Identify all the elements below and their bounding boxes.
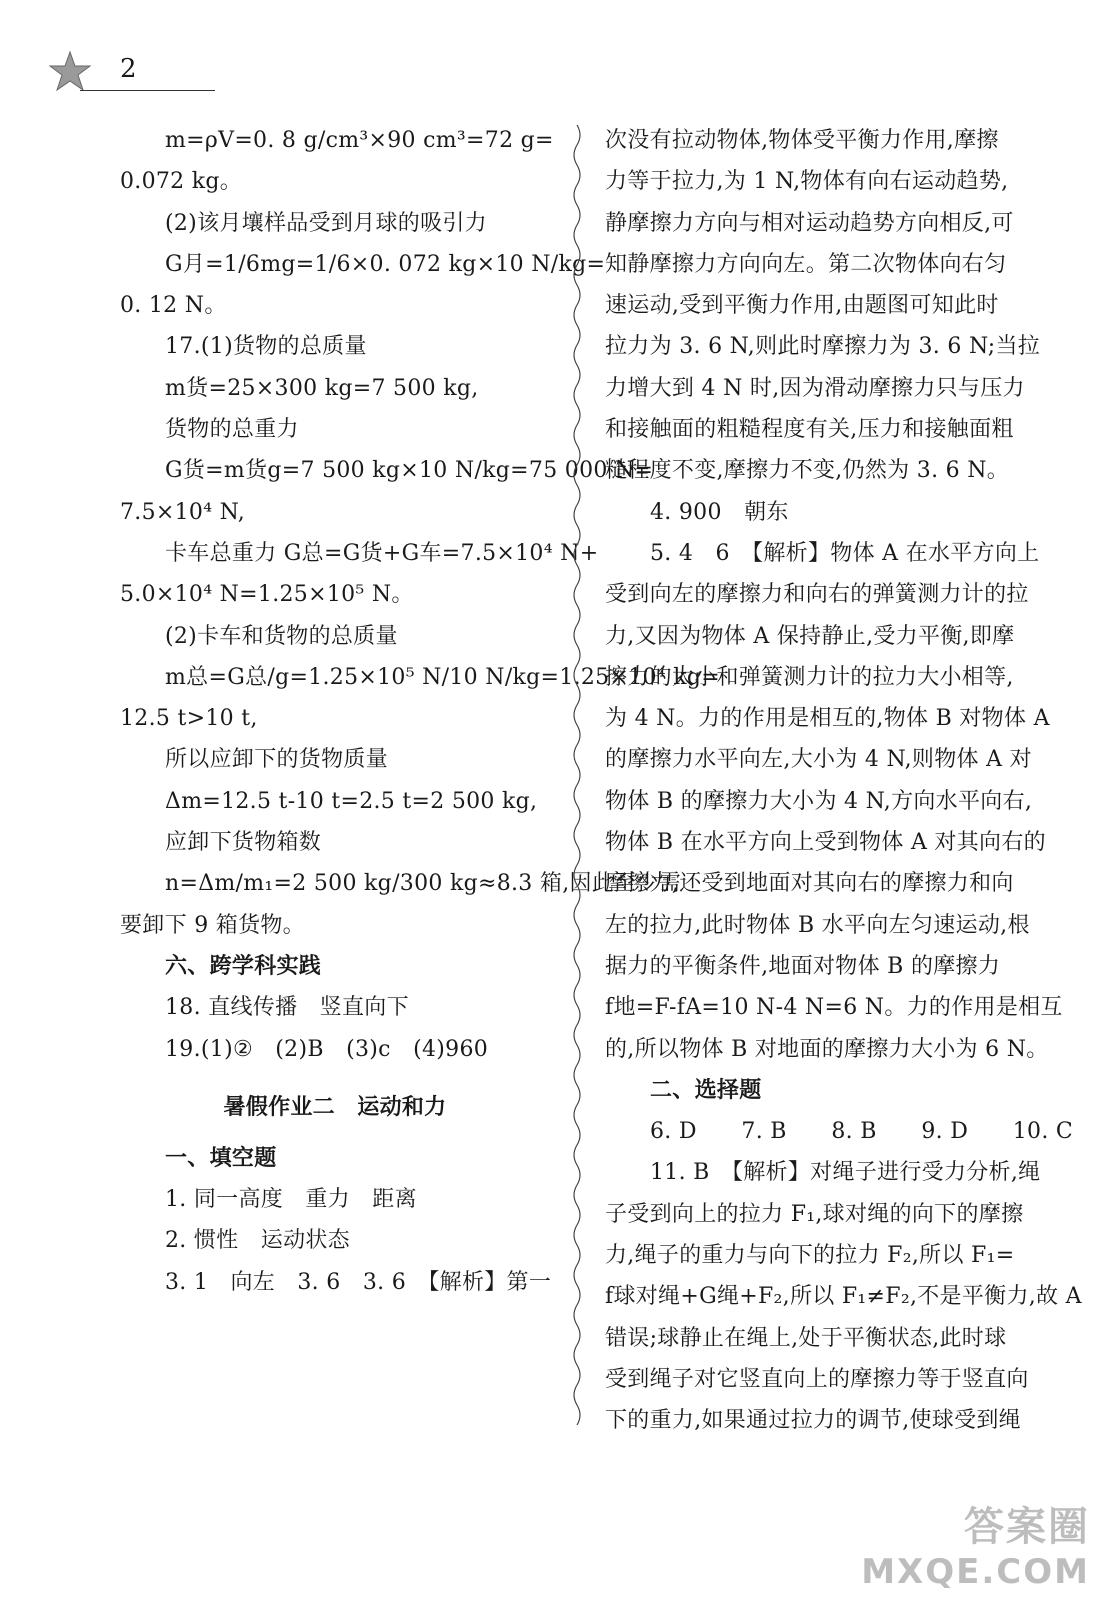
formula-line: f球对绳+G绳+F₂,所以 F₁≠F₂,不是平衡力,故 A xyxy=(605,1284,1082,1310)
formula-line: m总=G总/g=1.25×10⁵ N/10 N/kg=1.25×10⁴ kg= xyxy=(165,664,720,690)
text-line: 和接触面的粗糙程度有关,压力和接触面粗 xyxy=(605,417,1014,443)
text-line: 的摩擦力水平向左,大小为 4 N,则物体 A 对 xyxy=(605,747,1032,773)
watermark-cn: 答案圈 xyxy=(964,1504,1090,1550)
watermark xyxy=(861,1495,1090,1592)
section-heading: 六、跨学科实践 xyxy=(165,953,322,979)
text-line: 货物的总重力 xyxy=(165,417,299,443)
formula-line: f地=F-fA=10 N-4 N=6 N。力的作用是相互 xyxy=(605,995,1063,1021)
answer-line: 5. 4 6 【解析】物体 A 在水平方向上 xyxy=(650,540,1040,566)
text-line: 力,又因为物体 A 保持静止,受力平衡,即摩 xyxy=(605,623,1015,649)
text-line: (2)该月壤样品受到月球的吸引力 xyxy=(165,210,487,236)
section-heading: 二、选择题 xyxy=(650,1077,762,1103)
text-line: 速运动,受到平衡力作用,由题图可知此时 xyxy=(605,293,999,319)
text-line: 7.5×10⁴ N, xyxy=(120,499,246,525)
text-line: 拉力为 3. 6 N,则此时摩擦力为 3. 6 N;当拉 xyxy=(605,334,1041,360)
text-line: 12.5 t>10 t, xyxy=(120,706,258,732)
text-line: 糙程度不变,摩擦力不变,仍然为 3. 6 N。 xyxy=(605,458,1010,484)
answer-line: 19.(1)② (2)B (3)c (4)960 xyxy=(165,1036,489,1062)
page-number: 2 xyxy=(120,54,137,84)
header-rule xyxy=(80,90,215,91)
answer-line: 2. 惯性 运动状态 xyxy=(165,1228,350,1254)
text-line: 下的重力,如果通过拉力的调节,使球受到绳 xyxy=(605,1408,1021,1434)
text-line: 知静摩擦力方向向左。第二次物体向右匀 xyxy=(605,251,1007,277)
star-icon xyxy=(48,50,92,94)
text-line: 应卸下货物箱数 xyxy=(165,830,322,856)
text-line: 0.072 kg。 xyxy=(120,169,243,195)
text-line: 受到绳子对它竖直向上的摩擦力等于竖直向 xyxy=(605,1366,1029,1392)
text-line: 力增大到 4 N 时,因为滑动摩擦力只与压力 xyxy=(605,375,1025,401)
formula-line: Δm=12.5 t-10 t=2.5 t=2 500 kg, xyxy=(165,788,538,814)
formula-line: n=Δm/m₁=2 500 kg/300 kg≈8.3 箱,因此至少需 xyxy=(165,871,681,897)
text-line: 左的拉力,此时物体 B 水平向左匀速运动,根 xyxy=(605,912,1030,938)
text-line: 卡车总重力 G总=G货+G车=7.5×10⁴ N+ xyxy=(165,540,599,566)
formula-line: G货=m货g=7 500 kg×10 N/kg=75 000 N= xyxy=(165,458,654,484)
text-line: 摩擦力,还受到地面对其向右的摩擦力和向 xyxy=(605,871,1014,897)
text-line: (2)卡车和货物的总质量 xyxy=(165,623,398,649)
text-line: 物体 B 的摩擦力大小为 4 N,方向水平向右, xyxy=(605,788,1033,814)
answer-line: 6. D 7. B 8. B 9. D 10. C xyxy=(650,1119,1074,1145)
text-line: 静摩擦力方向与相对运动趋势方向相反,可 xyxy=(605,210,1014,236)
answer-line: 18. 直线传播 竖直向下 xyxy=(165,995,409,1021)
text-line: 为 4 N。力的作用是相互的,物体 B 对物体 A xyxy=(605,706,1050,732)
chapter-title: 暑假作业二 运动和力 xyxy=(223,1094,447,1120)
text-line: m=ρV=0. 8 g/cm³×90 cm³=72 g= xyxy=(165,128,554,153)
section-heading: 一、填空题 xyxy=(165,1145,277,1171)
answer-line: 3. 1 向左 3. 6 3. 6 【解析】第一 xyxy=(165,1269,552,1295)
formula-line: G月=1/6mg=1/6×0. 072 kg×10 N/kg= xyxy=(165,251,606,277)
text-line: 错误;球静止在绳上,处于平衡状态,此时球 xyxy=(605,1325,1007,1351)
text-line: 据力的平衡条件,地面对物体 B 的摩擦力 xyxy=(605,953,1001,979)
page-header xyxy=(40,46,180,96)
text-line: 的,所以物体 B 对地面的摩擦力大小为 6 N。 xyxy=(605,1036,1049,1062)
answer-line: 1. 同一高度 重力 距离 xyxy=(165,1187,417,1213)
text-line: 5.0×10⁴ N=1.25×10⁵ N。 xyxy=(120,582,414,608)
text-line: 17.(1)货物的总质量 xyxy=(165,334,367,360)
text-line: 子受到向上的拉力 F₁,球对绳的向下的摩擦 xyxy=(605,1201,1024,1227)
text-line: 所以应卸下的货物质量 xyxy=(165,747,389,773)
text-line: 力等于拉力,为 1 N,物体有向右运动趋势, xyxy=(605,169,1009,195)
text-line: 受到向左的摩擦力和向右的弹簧测力计的拉 xyxy=(605,582,1029,608)
text-line: 擦力的大小和弹簧测力计的拉力大小相等, xyxy=(605,664,1014,690)
text-line: 0. 12 N。 xyxy=(120,293,227,319)
answer-line: 11. B 【解析】对绳子进行受力分析,绳 xyxy=(650,1160,1041,1186)
text-line: 力,绳子的重力与向下的拉力 F₂,所以 F₁= xyxy=(605,1243,1015,1269)
answer-line: 4. 900 朝东 xyxy=(650,499,789,525)
text-line: 次没有拉动物体,物体受平衡力作用,摩擦 xyxy=(605,128,999,153)
column-divider xyxy=(568,125,586,1425)
right-column xyxy=(605,120,1082,1442)
formula-line: m货=25×300 kg=7 500 kg, xyxy=(165,375,479,401)
text-line: 要卸下 9 箱货物。 xyxy=(120,912,305,938)
text-line: 物体 B 在水平方向上受到物体 A 对其向右的 xyxy=(605,830,1046,856)
watermark-url: MXQE.COM xyxy=(861,1552,1090,1592)
